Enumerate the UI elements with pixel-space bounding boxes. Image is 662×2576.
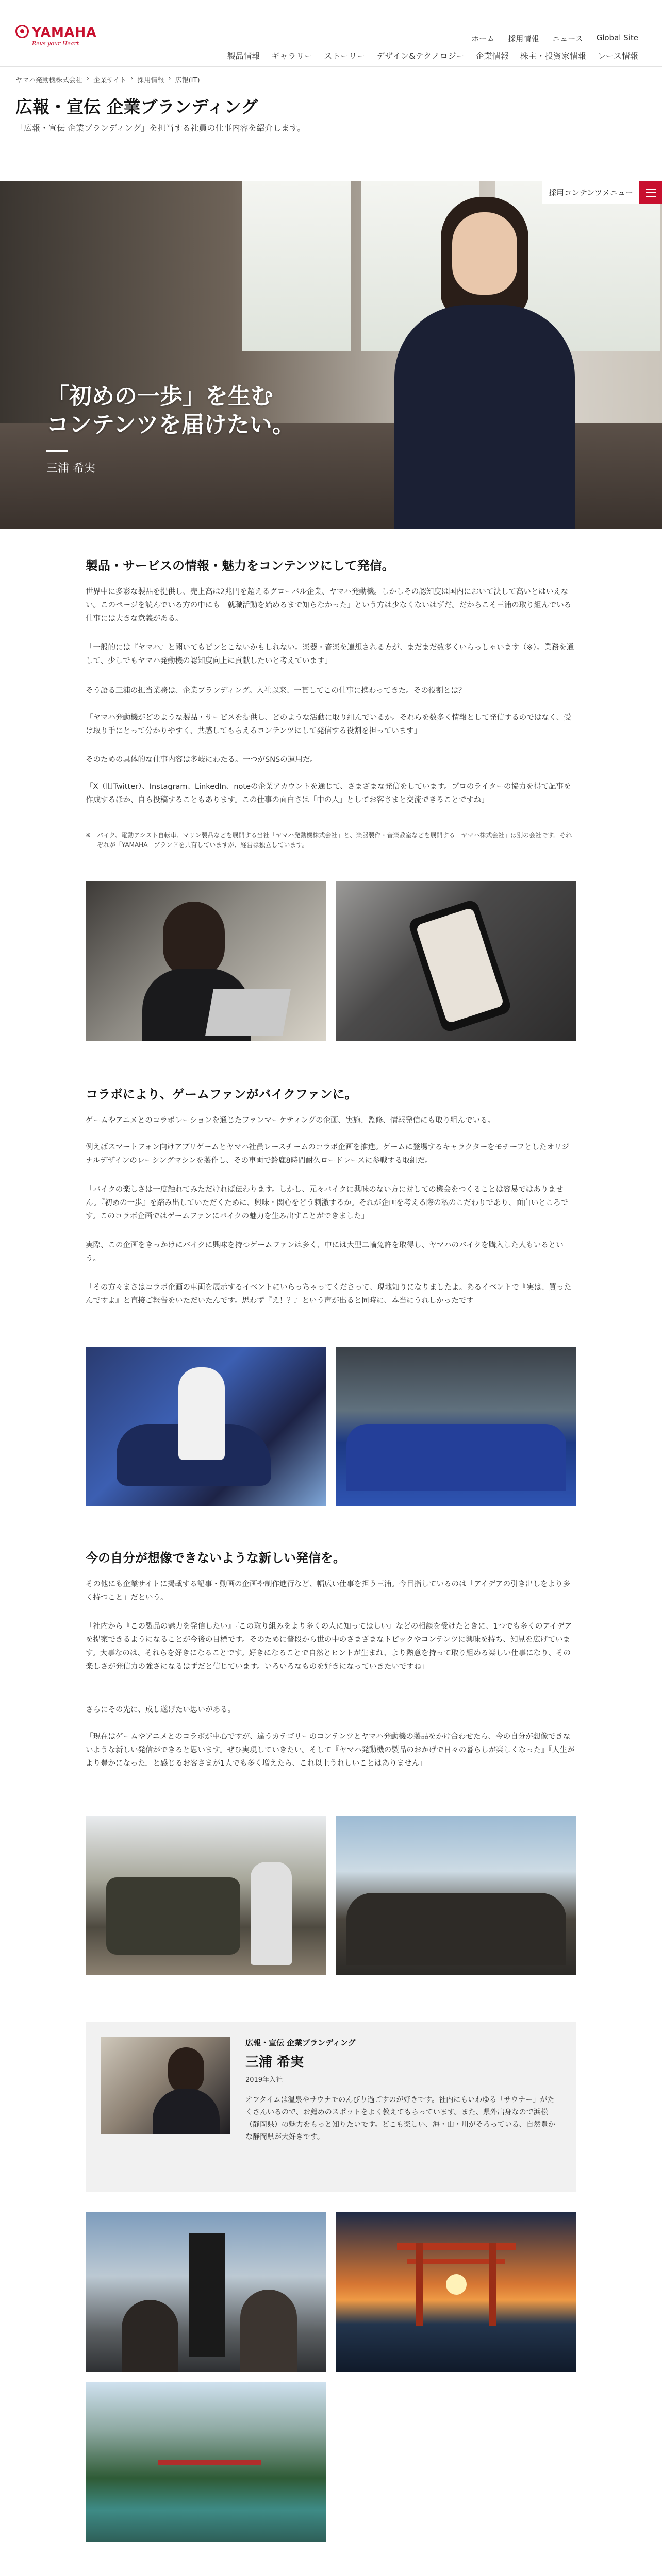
paragraph: 「現在はゲームやアニメとのコラボが中心ですが、違うカテゴリーのコンテンツとヤマハ発動機の製品をかけ合わせたら、今の自分が想像できないような新しい発信ができると思います。ぜひ実現していきたい。そして『ヤマハ発動機の製品のおかげで日々の暮らしが楽しくなった』『人生がより豊かになった』と感じるお客さまが1人でも多く増えたら、これ以上うれしいことはありません」	[86, 1733, 575, 1768]
utility-nav	[471, 33, 638, 44]
content-menu-label[interactable]: 採用コンテンツメニュー	[542, 181, 639, 204]
hero-name: 三浦 希実	[46, 462, 95, 475]
section-heading: 製品・サービスの情報・魅力をコンテンツにして発信。	[86, 558, 394, 573]
photo-team-group	[336, 1347, 576, 1506]
util-nav-home[interactable]: ホーム	[471, 34, 495, 43]
hero-caption	[46, 382, 295, 439]
photo-team-crowd	[346, 1424, 566, 1491]
breadcrumb-item[interactable]: 採用情報	[137, 77, 164, 84]
photo-race-bike-event	[86, 1347, 326, 1506]
paragraph: 「バイクの楽しさは一度触れてみただければ伝わります。しかし、元々バイクに興味のない方に対しての機会をつくることは容易ではありません。『初めの一歩』を踏み出していただくために、興味・関心をどう刺激するか。それが企画を考える際の私のこだわりであり、面白いところです。このコラボ企画ではゲームファンにバイクの魅力を生み出すことができました」	[86, 1185, 568, 1221]
hero-image	[0, 181, 662, 529]
section-heading: 今の自分が想像できないような新しい発信を。	[86, 1551, 345, 1565]
paragraph-text: 業務を通して、少しでもヤマハ発動機の認知度向上に貢献したいと考えています」	[86, 643, 574, 665]
photo-bicycle-group	[336, 1816, 576, 1975]
photo-person	[251, 1862, 292, 1965]
content-menu[interactable]	[542, 181, 662, 204]
util-nav-global-site[interactable]: Global Site	[596, 33, 638, 42]
breadcrumb-item[interactable]: ヤマハ発動機株式会社	[15, 77, 82, 84]
photo-phone-screen	[416, 907, 504, 1024]
main-nav-story[interactable]: ストーリー	[324, 51, 366, 61]
profile-join-year: 2019年入社	[245, 2076, 283, 2084]
page-subtitle: 「広報・宣伝 企業ブランディング」を担当する社員の仕事内容を紹介します。	[15, 123, 306, 133]
photo-person	[122, 2300, 178, 2372]
paragraph: 「社内から『この製品の魅力を発信したい』『この取り組みをより多くの人に知ってほしい』などの相談を受けたときに、1つでも多くのアイデアを提案できるようになることが今後の目標です。そのために普段から世の中のさまざまなトピックやコンテンツに興味を持ち、知見を広げています。大事なのは、それらを好きになることです。好きになることで自然とヒントが生まれ、より熱意を持って取り組める楽しい仕事になり、その楽しさが発信力の強さになるはずだと信じています。いろいろなものを好きになっていきたいですね」	[86, 1622, 572, 1671]
hero-caption-line2: コンテンツを届けたい。	[46, 412, 295, 438]
photo-torii-pillar	[416, 2243, 423, 2326]
tuning-fork-emblem-icon	[15, 25, 29, 38]
main-nav-gallery[interactable]: ギャラリー	[271, 51, 313, 61]
main-nav-products[interactable]: 製品情報	[227, 51, 260, 61]
profile-text: オフタイムは温泉やサウナでのんびり過ごすのが好きです。社内にもいわゆる「サウナー」がたくさんいるので、お薦めのスポットをよく教えてもらっています。また、県外出身なので浜松（静岡県）の魅力をもっと知りたいです。どこも楽しい、海・山・川がそろっている、自然豊かな静岡県が大好きです。	[245, 2096, 555, 2141]
paragraph: そのための具体的な仕事内容は多岐にわたる。一つがSNSの運用だ。	[86, 756, 318, 764]
yamaha-logo[interactable]	[15, 24, 97, 52]
paragraph: さらにその先に、成し遂げたい思いがある。	[86, 1706, 235, 1714]
page-title: 広報・宣伝 企業ブランディング	[15, 97, 258, 117]
main-nav-design-tech[interactable]: デザイン&テクノロジー	[376, 51, 465, 61]
hamburger-icon[interactable]	[639, 181, 662, 204]
breadcrumb	[15, 75, 200, 84]
breadcrumb-separator: ›	[168, 75, 171, 82]
photo-river-gorge	[86, 2382, 326, 2542]
util-nav-careers[interactable]: 採用情報	[508, 34, 539, 43]
photo-selfie-masks	[86, 2212, 326, 2372]
util-nav-news[interactable]: ニュース	[552, 34, 583, 43]
photo-torii-sunset	[336, 2212, 576, 2372]
paragraph: 世界中に多彩な製品を提供し、売上高は2兆円を超えるグローバル企業、ヤマハ発動機。しかしその認知度は国内において決して高いとはいえない。このページを読んでいる方の中にも「就職活動を始めるまで知らなかった」という方は少なくないはずだ。だからこそ三浦の取り組んでいる仕事には大きな意義がある。	[86, 588, 572, 623]
photo-cyclists	[346, 1893, 566, 1965]
profile-card	[86, 2022, 576, 2192]
breadcrumb-current: 広報(IT)	[175, 77, 200, 84]
photo-utv-vehicle	[86, 1816, 326, 1975]
profile-photo-body	[153, 2089, 220, 2134]
photo-person	[240, 2290, 297, 2372]
photo-utv-body	[106, 1877, 240, 1955]
photo-working-laptop	[86, 881, 326, 1041]
hero-person	[379, 197, 590, 529]
photo-sun	[446, 2274, 467, 2295]
paragraph: 「X（旧Twitter）、Instagram、LinkedIn、noteの企業アカウントを通じて、さまざまな発信をしています。プロのライターの協力を得て記事を作成するほか、自ら投稿することもあります。この仕事の面白さは「中の人」としてお客さまと交流できることですね」	[86, 783, 571, 804]
photo-smartphone	[336, 881, 576, 1041]
hero-caption-line1: 「初めの一歩」を生む	[46, 383, 273, 410]
profile-photo-hair	[168, 2047, 204, 2094]
paragraph: 「その方々まさはコラボ企画の車両を展示するイベントにいらっちゃってくださって、現地知りになりましたよ。あるイベントで『実は、買ったんですよ』と直接ご報告をいただいたんです。思わず『え！？』という声が出ると同時に、本当にうれしかったです」	[86, 1283, 572, 1305]
photo-torii-beam	[397, 2243, 516, 2250]
photo-torii-pillar	[489, 2243, 496, 2326]
hero-person-face	[452, 212, 517, 295]
paragraph: そう語る三浦の担当業務は、企業ブランディング。入社以来、一貫してこの仕事に携わってきた。その役割とは？	[86, 687, 466, 695]
photo-laptop	[205, 989, 291, 1036]
hero-divider	[46, 450, 68, 452]
main-nav-racing[interactable]: レース情報	[597, 51, 638, 61]
breadcrumb-separator: ›	[130, 75, 134, 82]
footnote: ※ バイク、電動アシスト自転車、マリン製品などを展開する当社「ヤマハ発動機株式会社」と、楽器製作・音楽教室などを展開する「ヤマハ株式会社」は別の会社です。それぞれが「YAMAHA」ブランドを共有していますが、経営は独立しています。	[86, 831, 575, 850]
logo-wordmark: YAMAHA	[32, 25, 97, 40]
profile-department: 広報・宣伝 企業ブランディング	[245, 2038, 356, 2047]
main-nav-corporate[interactable]: 企業情報	[475, 51, 509, 61]
paragraph: 例えばスマートフォン向けアプリゲームとヤマハ社員レースチームのコラボ企画を推進。ゲームに登場するキャラクターをモチーフとしたオリジナルデザインのレーシングマシンを製作し、その車両で鈴鹿8時間耐久ロードレースに参戦する取組だ。	[86, 1143, 569, 1165]
paragraph: 実際、この企画をきっかけにバイクに興味を持つゲームファンは多く、中には大型二輪免許を取得し、ヤマハのバイクを購入した人もいるという。	[86, 1241, 564, 1263]
hero-person-body	[394, 305, 575, 529]
photo-red-bridge	[158, 2460, 261, 2465]
main-nav-ir[interactable]: 株主・投資家情報	[520, 51, 586, 61]
breadcrumb-separator: ›	[86, 75, 90, 82]
profile-photo	[101, 2037, 230, 2134]
site-header	[0, 0, 662, 67]
main-nav	[227, 49, 638, 61]
paragraph: 「ヤマハ発動機がどのような製品・サービスを提供し、どのような活動に取り組んでいるか。それらを数多く情報として発信するのではなく、受け取り手にとって分かりやすく、共感してもらえるコンテンツにして発信する役割を担っています」	[86, 714, 572, 735]
photo-banner	[189, 2233, 225, 2357]
profile-name: 三浦 希実	[245, 2055, 304, 2070]
logo-tagline: Revs your Heart	[32, 40, 79, 47]
paragraph-text: 「一般的には『ヤマハ』と聞いてもピンとこないかもしれない。楽器・音楽を連想される方が、まだまだ数多くいらっしゃいます（※）。	[86, 643, 544, 652]
hero-window	[242, 181, 351, 351]
photo-person	[178, 1367, 225, 1460]
paragraph: ゲームやアニメとのコラボレーションを通じたファンマーケティングの企画、実施、監修、情報発信にも取り組んでいる。	[86, 1116, 495, 1125]
paragraph	[86, 641, 575, 668]
photo-person-hair	[163, 902, 225, 979]
section-heading: コラボにより、ゲームファンがバイクファンに。	[86, 1087, 357, 1101]
paragraph: その他にも企業サイトに掲載する記事・動画の企画や制作進行など、幅広い仕事を担う三浦。今目指しているのは「アイデアの引き出しをより多く持つこと」だという。	[86, 1580, 571, 1602]
breadcrumb-item[interactable]: 企業サイト	[93, 77, 127, 84]
